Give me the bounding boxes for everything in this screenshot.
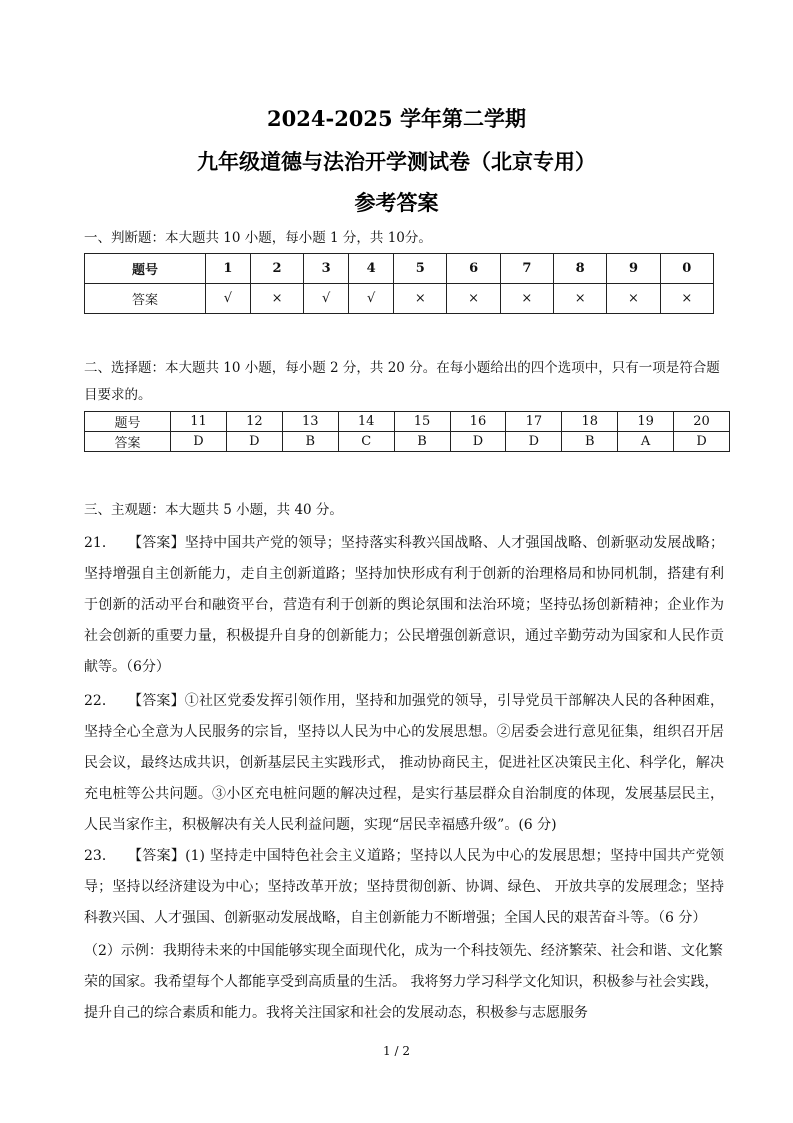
table-cell: 19 xyxy=(618,412,674,432)
table-cell: × xyxy=(394,284,447,314)
table-cell: 2 xyxy=(250,254,303,284)
table-cell: D xyxy=(450,432,506,452)
question-answer-text: 【答案】(1) 坚持走中国特色社会主义道路；坚持以人民为中心的发展思想；坚持中国共产党领导；坚持以经济建设为中心；坚持改革开放；坚持贯彻创新、协调、绿色、 开放共享的发展理念；坚持科教兴国、人才强国、创新驱动发展战略，自主创新能力不断增强；全国人民的艰苦奋斗等。（6 分） xyxy=(84,848,724,926)
row-label: 题号 xyxy=(85,412,171,432)
table-cell: 11 xyxy=(171,412,227,432)
table-cell: × xyxy=(554,284,607,314)
table-cell: 14 xyxy=(338,412,394,432)
question-23-part-2: （2）示例：我期待未来的中国能够实现全面现代化，成为一个科技领先、经济繁荣、社会和谐、文化繁荣的国家。我希望每个人都能享受到高质量的生活。 我将努力学习科学文化知识，积极参与社会实践，提升自己的综合素质和能力。我将关注国家和社会的发展动态，积极参与志愿服务 xyxy=(84,943,723,1021)
table-cell: √ xyxy=(205,284,250,314)
table-cell: 9 xyxy=(607,254,660,284)
question-22 xyxy=(84,686,724,841)
table-cell: √ xyxy=(304,284,349,314)
table-cell: × xyxy=(607,284,660,314)
table-cell: 20 xyxy=(674,412,730,432)
question-answer-text: 【答案】坚持中国共产党的领导；坚持落实科教兴国战略、人才强国战略、创新驱动发展战略；坚持增强自主创新能力，走自主创新道路；坚持加快形成有利于创新的治理格局和协同机制，搭建有利于创新的活动平台和融资平台，营造有利于创新的舆论氛围和法治环境；坚持弘扬创新精神；企业作为社会创新的重要力量，积极提升自身的创新能力；公民增强创新意识，通过辛勤劳动为国家和人民作贡献等。（6分） xyxy=(84,535,724,675)
table-cell: × xyxy=(447,284,500,314)
table-row xyxy=(85,254,714,284)
table-cell: C xyxy=(338,432,394,452)
table-cell: A xyxy=(618,432,674,452)
table-cell: B xyxy=(394,432,450,452)
question-number: 22． xyxy=(84,693,116,709)
question-number: 23． xyxy=(84,848,116,864)
table-cell: 0 xyxy=(660,254,713,284)
table-cell: 18 xyxy=(562,412,618,432)
answer-key-title: 参考答案 xyxy=(354,190,439,215)
question-23 xyxy=(84,841,724,934)
question-number: 21． xyxy=(84,535,116,551)
section2-heading: 二、选择题：本大题共 10 小题，每小题 2 分，共 20 分。在每小题给出的四个选项中，只有一项是符合题目要求的。 xyxy=(84,360,720,403)
row-label: 题号 xyxy=(85,254,206,284)
question-answer-text: 【答案】①社区党委发挥引领作用，坚持和加强党的领导，引导党员干部解决人民的各种困难，坚持全心全意为人民服务的宗旨，坚持以人民为中心的发展思想。②居委会进行意见征集，组织召开居民会议，最终达成共识，创新基层民主实践形式， 推动协商民主，促进社区决策民主化、科学化，解决充电桩等公共问题。③小区充电桩问题的解决过程，是实行基层群众自治制度的体现，发展基层民主，人民当家作主，积极解决有关人民利益问题，实现“居民幸福感升级”。(6 分) xyxy=(84,693,724,833)
table-cell: 15 xyxy=(394,412,450,432)
table-cell: 17 xyxy=(506,412,562,432)
table-cell: B xyxy=(282,432,338,452)
table-cell: D xyxy=(226,432,282,452)
table-row xyxy=(85,412,730,432)
table-cell: 3 xyxy=(304,254,349,284)
table-cell: 6 xyxy=(447,254,500,284)
table-cell: 13 xyxy=(282,412,338,432)
table-cell: 7 xyxy=(500,254,553,284)
table-cell: 16 xyxy=(450,412,506,432)
table-row xyxy=(85,284,714,314)
section3-heading: 三、主观题：本大题共 5 小题，共 40 分。 xyxy=(84,502,343,518)
page-number: 1 / 2 xyxy=(383,1044,410,1058)
table-cell: 1 xyxy=(205,254,250,284)
section1-heading: 一、判断题：本大题共 10 小题，每小题 1 分，共 10分。 xyxy=(84,230,432,246)
table-cell: × xyxy=(500,284,553,314)
table-cell: B xyxy=(562,432,618,452)
table-cell: 12 xyxy=(226,412,282,432)
row-label: 答案 xyxy=(85,284,206,314)
exam-year-title: 2024-2025 学年第二学期 xyxy=(267,106,526,131)
table-cell: 4 xyxy=(349,254,394,284)
table-cell: × xyxy=(660,284,713,314)
table-cell: 8 xyxy=(554,254,607,284)
table-cell: √ xyxy=(349,284,394,314)
question-21 xyxy=(84,528,724,683)
exam-subject-title: 九年级道德与法治开学测试卷（北京专用） xyxy=(197,149,596,174)
section1-answer-table xyxy=(84,253,714,314)
table-cell: × xyxy=(250,284,303,314)
row-label: 答案 xyxy=(85,432,171,452)
table-cell: 5 xyxy=(394,254,447,284)
table-cell: D xyxy=(171,432,227,452)
table-cell: D xyxy=(506,432,562,452)
section2-answer-table xyxy=(84,411,730,452)
table-cell: D xyxy=(674,432,730,452)
table-row xyxy=(85,432,730,452)
